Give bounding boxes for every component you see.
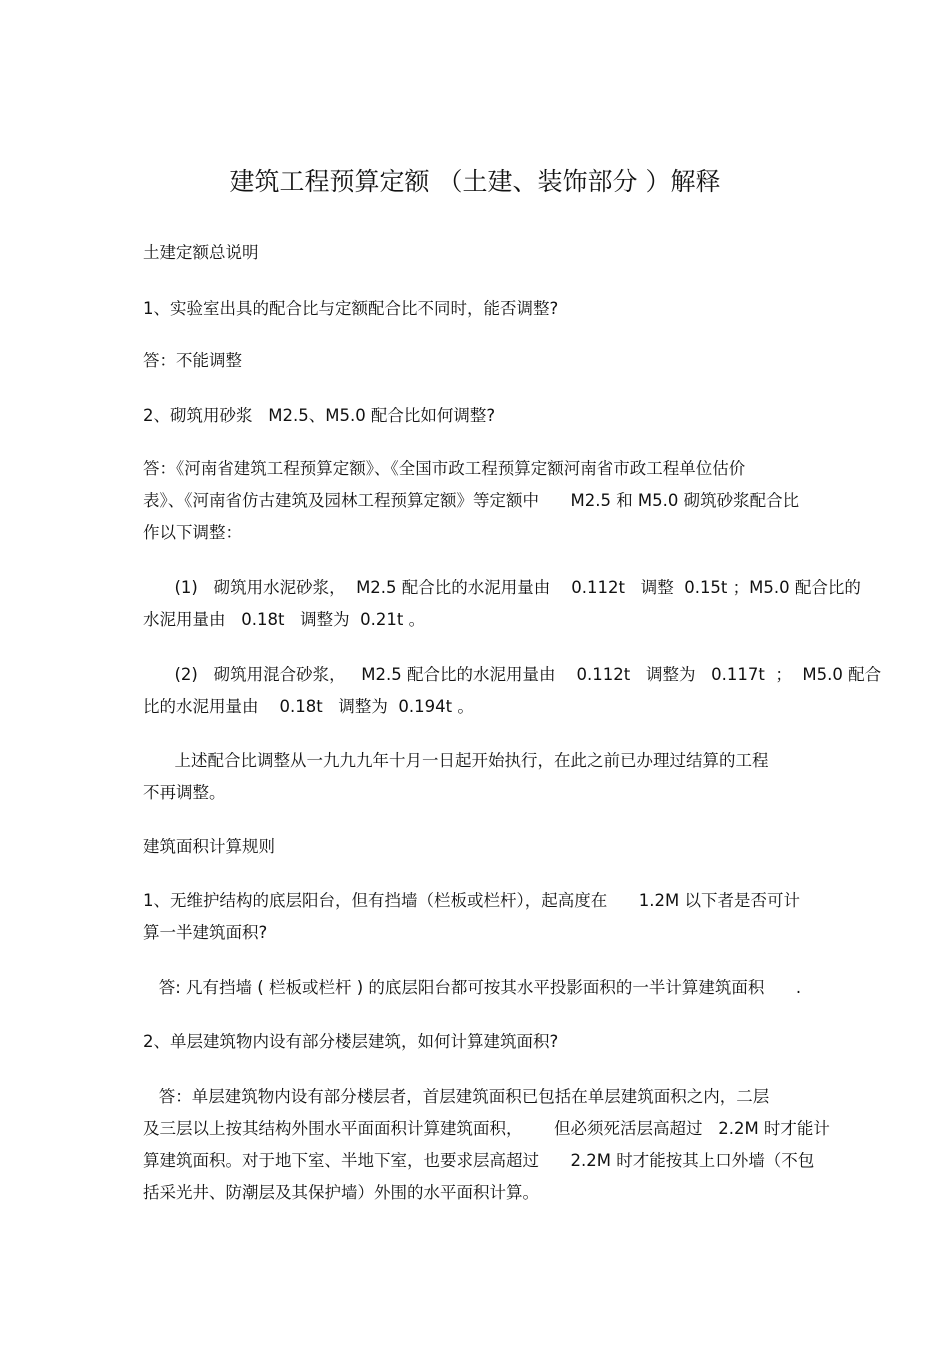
item-2-line-1: (2) 砌筑用混合砂浆， M2.5 配合比的水泥用量由 0.112t 调整为 0.117t ； M5.0 配合 (143, 665, 882, 684)
answer-2-line-1: 答：《河南省建筑工程预算定额》、《全国市政工程预算定额河南省市政工程单位估价 (143, 459, 746, 478)
item-2-line-2: 比的水泥用量由 0.18t 调整为 0.194t 。 (143, 697, 474, 716)
section-heading-general: 土建定额总说明 (143, 243, 259, 262)
area-question-1-line-1: 1、无维护结构的底层阳台，但有挡墙（栏板或栏杆），起高度在 1.2M 以下者是否可计 (143, 891, 800, 910)
answer-2-line-3: 作以下调整： (143, 523, 242, 542)
item-1-line-1: (1) 砌筑用水泥砂浆， M2.5 配合比的水泥用量由 0.112t 调整 0.15t ；M5.0 配合比的 (143, 578, 861, 597)
section-heading-area: 建筑面积计算规则 (143, 837, 275, 856)
area-answer-2-line-1: 答：单层建筑物内设有部分楼层者，首层建筑面积已包括在单层建筑面积之内，二层 (143, 1087, 770, 1106)
area-question-1-line-2: 算一半建筑面积? (143, 923, 268, 942)
answer-1: 答：不能调整 (143, 351, 242, 370)
area-question-2: 2、单层建筑物内设有部分楼层建筑，如何计算建筑面积? (143, 1032, 559, 1051)
question-1: 1、实验室出具的配合比与定额配合比不同时，能否调整? (143, 299, 559, 318)
item-1-line-2: 水泥用量由 0.18t 调整为 0.21t 。 (143, 610, 426, 629)
document-title: 建筑工程预算定额 （土建、装饰部分 ）解释 (229, 167, 721, 196)
note-line-2: 不再调整。 (143, 783, 226, 802)
note-line-1: 上述配合比调整从一九九九年十月一日起开始执行，在此之前已办理过结算的工程 (143, 751, 769, 770)
area-answer-2-line-3: 算建筑面积。对于地下室、半地下室，也要求层高超过 2.2M 时才能按其上口外墙（不包 (143, 1151, 815, 1170)
question-2: 2、砌筑用砂浆 M2.5、M5.0 配合比如何调整? (143, 406, 496, 425)
answer-2-line-2: 表》、《河南省仿古建筑及园林工程预算定额》等定额中 M2.5 和 M5.0 砌筑砂浆配合比 (143, 491, 800, 510)
area-answer-2-line-4: 括采光井、防潮层及其保护墙）外围的水平面积计算。 (143, 1183, 539, 1202)
area-answer-1: 答: 凡有挡墙 ( 栏板或栏杆 ) 的底层阳台都可按其水平投影面积的一半计算建筑面积 . (143, 978, 802, 997)
area-answer-2-line-2: 及三层以上按其结构外围水平面面积计算建筑面积， 但必须死活层高超过 2.2M 时才能计 (143, 1119, 830, 1138)
